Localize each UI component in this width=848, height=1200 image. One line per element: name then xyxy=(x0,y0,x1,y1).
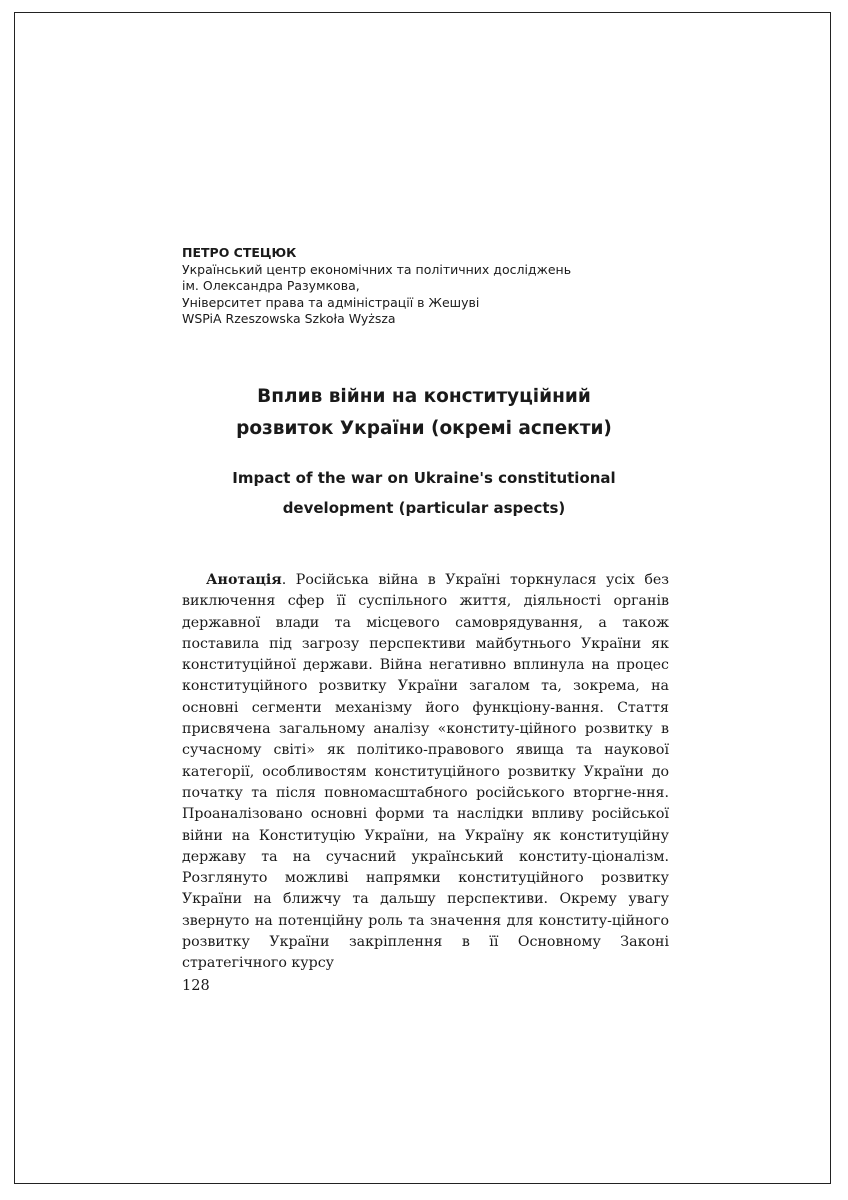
author-block xyxy=(182,245,702,328)
affiliation-line: Український центр економічних та політичних досліджень xyxy=(182,261,572,277)
title-uk-line-1: Вплив війни на конституційний xyxy=(257,386,591,407)
affiliation-line: WSPiA Rzeszowska Szkoła Wyższa xyxy=(182,311,396,326)
article-title-ukrainian xyxy=(100,381,748,445)
article-title-english xyxy=(100,463,748,523)
affiliation-line: Університет права та адміністрації в Жешуві xyxy=(182,294,480,310)
affiliation-line: ім. Олександра Разумкова, xyxy=(182,278,360,293)
title-en-line-2: development (particular aspects) xyxy=(282,499,566,517)
title-uk-line-2: розвиток України (окремі аспекти) xyxy=(236,418,612,439)
author-name: ПЕТРО СТЕЦЮК xyxy=(182,245,297,260)
abstract-label: Анотація xyxy=(206,572,282,588)
title-en-line-1: Impact of the war on Ukraine's constitutional xyxy=(232,469,616,487)
page-number: 128 xyxy=(182,978,210,994)
abstract-paragraph xyxy=(182,570,669,975)
abstract-text: . Російська війна в Україні торкнулася усіх без виключення сфер її суспільного життя, діяльності органів державної влади та місцевого самоврядування, а також поставила під загрозу перспективи майбутнього України як конституційної держави. Війна негативно вплинула на процес конституційного розвитку України загалом та, зокрема, на основні сегменти механізму його функціону-вання. Стаття присвячена загальному аналізу «конститу-ційного розвитку в сучасному світі» як політико-правового явища та наукової категорії, особливостям конституційного розвитку України до початку та після повномасштабного російського вторгне-ння. Проаналізовано основні форми та наслідки впливу російської війни на Конституцію України, на Україну як конституційну державу та на сучасний український конститу-ціоналізм. Розглянуто можливі напрямки конституційного розвитку України на ближчу та дальшу перспективи. Окрему увагу звернуто на потенційну роль та значення для конститу-ційного розвитку України закріплення в її Основному Законі стратегічного курсу xyxy=(182,572,669,972)
